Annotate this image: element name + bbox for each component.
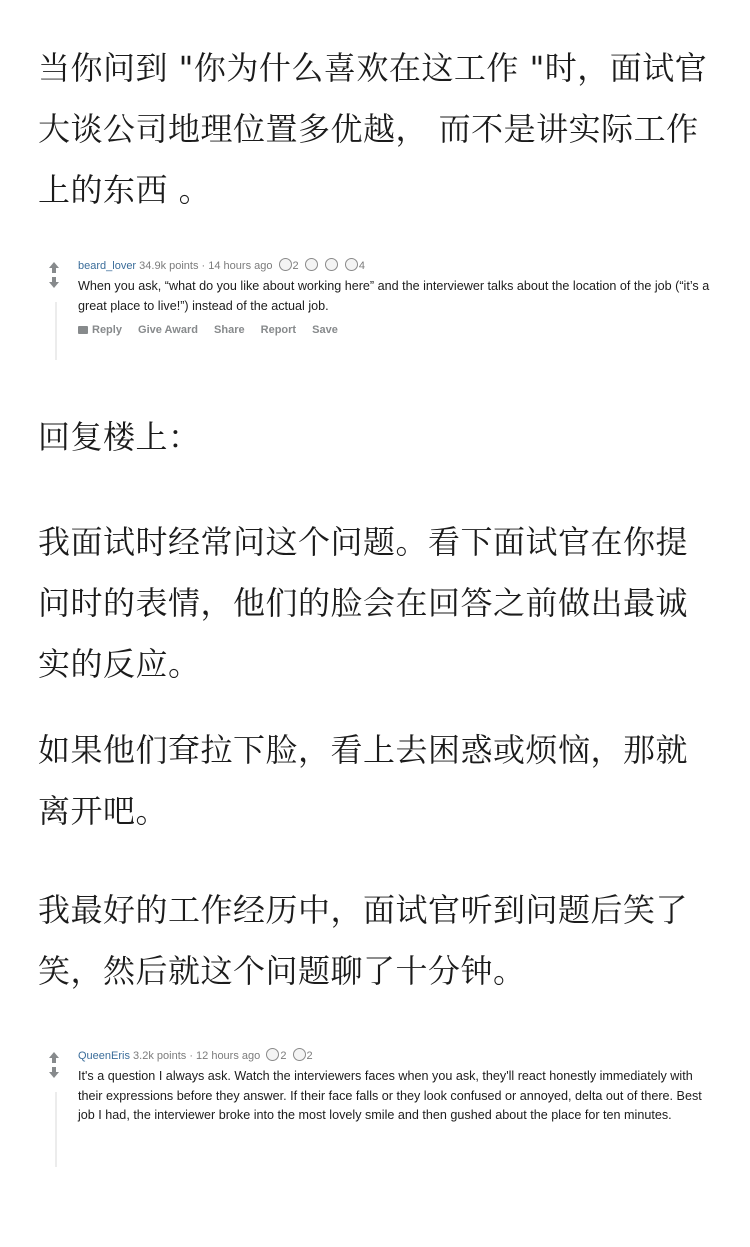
comment-time: · 12 hours ago [189, 1050, 261, 1062]
award-count: 2 [306, 1050, 313, 1062]
award-icon[interactable] [325, 258, 338, 271]
award-icon[interactable] [345, 258, 358, 271]
downvote-icon[interactable] [49, 282, 59, 288]
comment-actions [78, 324, 710, 336]
reply-heading: 回复楼上： [38, 418, 201, 456]
comment-meta [78, 1048, 710, 1064]
thread-line[interactable] [55, 302, 57, 360]
award-icon[interactable] [293, 1048, 306, 1061]
report-button[interactable]: Report [260, 324, 297, 336]
comment-points: 3.2k points [133, 1050, 187, 1062]
reddit-comment-queeneris [40, 1042, 710, 1167]
downvote-icon[interactable] [49, 1072, 59, 1078]
upvote-icon[interactable] [49, 1052, 59, 1058]
give-award-button[interactable]: Give Award [138, 324, 198, 336]
award-count: 2 [292, 260, 299, 272]
vote-gutter [40, 1042, 70, 1167]
reply-button[interactable]: Reply [78, 324, 122, 336]
reply-paragraph-2: 如果他们耷拉下脸，看上去困惑或烦恼，那就离开吧。 [38, 731, 689, 830]
reply-paragraph-3: 我最好的工作经历中，面试官听到问题后笑了笑，然后就这个问题聊了十分钟。 [38, 891, 689, 990]
reply-icon [78, 326, 88, 334]
comment-points: 34.9k points [139, 260, 199, 272]
intro-paragraph: 当你问到 "你为什么喜欢在这工作 "时，面试官大谈公司地理位置多优越， 而不是讲实际工作上的东西 。 [38, 49, 708, 209]
comment-username[interactable]: beard_lover [78, 260, 137, 272]
comment-text: When you ask, “what do you like about working here” and the interviewer talks about the location of the job (“it’s a great place to live!”) instead of the actual job. [78, 279, 710, 313]
award-count: 4 [358, 260, 365, 272]
award-icon[interactable] [266, 1048, 279, 1061]
award-count: 2 [280, 1050, 287, 1062]
upvote-icon[interactable] [49, 262, 59, 268]
award-icon[interactable] [305, 258, 318, 271]
comment-meta [78, 258, 710, 274]
comment-time: · 14 hours ago [201, 260, 273, 272]
comment-text: It's a question I always ask. Watch the interviewers faces when you ask, they'll react honestly immediately with their expressions before they answer. If their face falls or they look confused or annoyed, delta out of there. Best job I had, the interviewer broke into the most lovely smile and then gushed about the place for ten minutes. [78, 1069, 702, 1122]
share-button[interactable]: Share [214, 324, 245, 336]
award-icon[interactable] [279, 258, 292, 271]
thread-line[interactable] [55, 1092, 57, 1167]
reply-paragraph-1: 我面试时经常问这个问题。看下面试官在你提问时的表情，他们的脸会在回答之前做出最诚实的反应。 [38, 523, 689, 683]
comment-username[interactable]: QueenEris [78, 1050, 130, 1062]
reddit-comment-beard-lover [40, 252, 710, 360]
vote-gutter [40, 252, 70, 360]
save-button[interactable]: Save [312, 324, 338, 336]
